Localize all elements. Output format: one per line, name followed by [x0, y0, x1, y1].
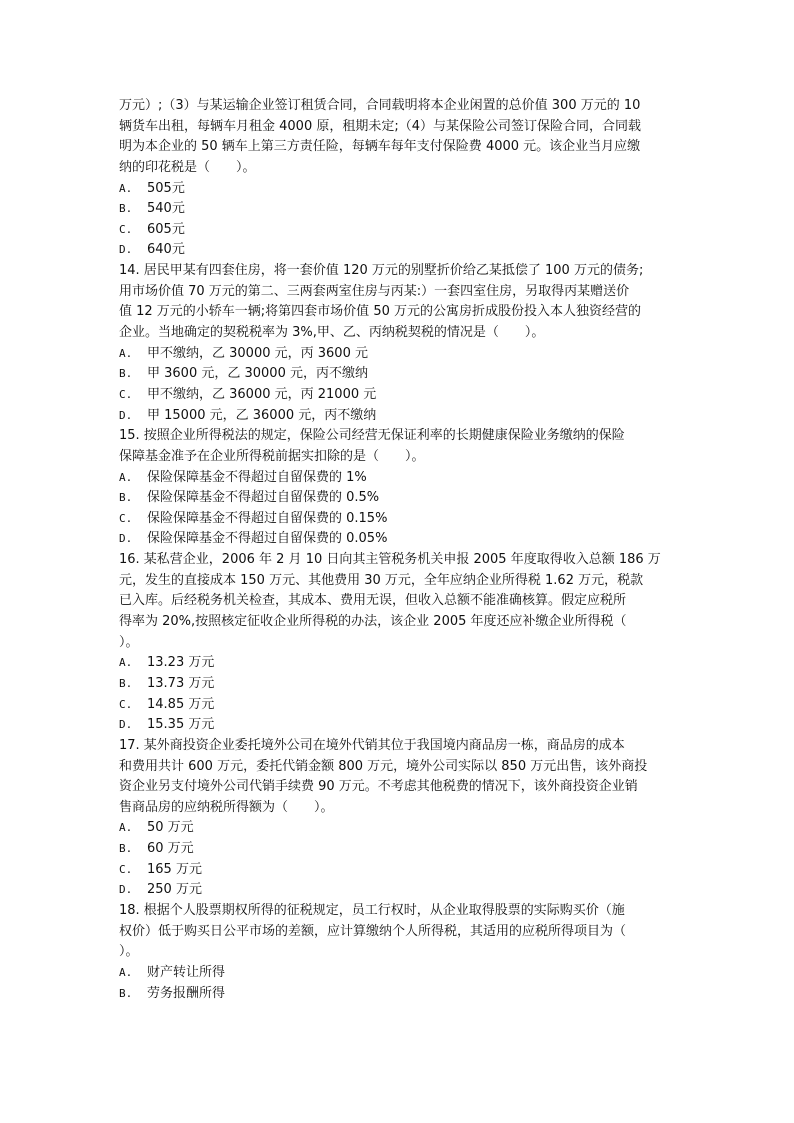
question-text-line: 明为本企业的 50 辆车上第三方责任险，每辆车每年支付保险费 4000 元。该企业当月应缴 [119, 139, 641, 155]
question-text-line: 元，发生的直接成本 150 万元、其他费用 30 万元，全年应纳企业所得税 1.62 万元，税款 [119, 572, 644, 588]
answer-option [119, 715, 679, 736]
answer-option [119, 199, 679, 220]
question-text-line: 售商品房的应纳税所得额为（ ）。 [119, 799, 334, 815]
answer-option [119, 488, 679, 509]
option-text: 保险保障基金不得超过自留保费的 0.5% [147, 490, 380, 506]
option-text: 540元 [147, 201, 185, 217]
answer-option [119, 240, 679, 261]
question-text-line: 值 12 万元的小轿车一辆;将第四套市场价值 50 万元的公寓房折成股份投入本人独资经营的 [119, 304, 641, 320]
answer-option [119, 179, 679, 200]
option-letter: D. [119, 532, 133, 546]
option-letter: C. [119, 222, 133, 236]
question-text-line: 15. 按照企业所得税法的规定，保险公司经营无保证利率的长期健康保险业务缴纳的保险 [119, 428, 625, 444]
question-13 [119, 96, 679, 261]
answer-option [119, 963, 679, 984]
option-letter: A. [119, 821, 133, 835]
answer-option [119, 860, 679, 881]
option-text: 保险保障基金不得超过自留保费的 0.05% [147, 531, 388, 547]
option-text: 605元 [147, 221, 185, 237]
answer-option [119, 468, 679, 489]
question-text-line: 18. 根据个人股票期权所得的征税规定，员工行权时，从企业取得股票的实际购买价（施 [119, 902, 625, 918]
option-letter: C. [119, 387, 133, 401]
answer-option [119, 839, 679, 860]
option-text: 250 万元 [147, 882, 202, 898]
option-text: 保险保障基金不得超过自留保费的 1% [147, 469, 367, 485]
option-letter: D. [119, 718, 133, 732]
option-text: 14.85 万元 [147, 696, 215, 712]
option-text: 保险保障基金不得超过自留保费的 0.15% [147, 510, 388, 526]
question-text-line: 16. 某私营企业，2006 年 2 月 10 日向其主管税务机关申报 2005 年度取得收入总额 186 万 [119, 552, 661, 568]
question-text-line: 资企业另支付境外公司代销手续费 90 万元。不考虑其他税费的情况下，该外商投资企业销 [119, 779, 638, 795]
option-letter: A. [119, 470, 133, 484]
option-letter: D. [119, 408, 133, 422]
answer-option [119, 364, 679, 385]
option-text: 甲不缴纳，乙 30000 元，丙 3600 元 [147, 345, 368, 361]
answer-option [119, 385, 679, 406]
question-text-line: 17. 某外商投资企业委托境外公司在境外代销其位于我国境内商品房一栋，商品房的成本 [119, 737, 625, 753]
option-text: 505元 [147, 180, 185, 196]
answer-option [119, 674, 679, 695]
option-text: 13.73 万元 [147, 675, 215, 691]
option-text: 劳务报酬所得 [147, 985, 226, 1001]
question-text-line: 辆货车出租，每辆车月租金 4000 原，租期未定;（4）与某保险公司签订保险合同，合同载 [119, 118, 642, 134]
option-letter: A. [119, 346, 133, 360]
option-letter: B. [119, 367, 133, 381]
question-15 [119, 426, 679, 550]
question-text-line: 和费用共计 600 万元，委托代销金额 800 万元，境外公司实际以 850 万元出售，该外商投 [119, 758, 648, 774]
answer-option [119, 529, 679, 550]
option-text: 60 万元 [147, 841, 194, 857]
question-17 [119, 736, 679, 901]
question-text-line: 纳的印花税是（ ）。 [119, 159, 256, 175]
question-text-line: 保障基金准予在企业所得税前据实扣除的是（ ）。 [119, 448, 425, 464]
option-letter: C. [119, 697, 133, 711]
question-text-line: ）。 [119, 944, 139, 960]
option-text: 甲 3600 元，乙 30000 元，丙不缴纳 [147, 366, 368, 382]
option-letter: A. [119, 181, 133, 195]
option-text: 640元 [147, 242, 185, 258]
answer-option [119, 344, 679, 365]
option-letter: A. [119, 656, 133, 670]
answer-option [119, 818, 679, 839]
answer-option [119, 509, 679, 530]
question-text-line: 已入库。后经税务机关检查，其成本、费用无误，但收入总额不能准确核算。假定应税所 [119, 593, 627, 609]
question-14 [119, 261, 679, 426]
option-text: 甲 15000 元，乙 36000 元，丙不缴纳 [147, 407, 377, 423]
option-letter: C. [119, 862, 133, 876]
option-letter: C. [119, 511, 133, 525]
option-letter: D. [119, 883, 133, 897]
option-letter: D. [119, 243, 133, 257]
option-letter: B. [119, 842, 133, 856]
question-18 [119, 901, 679, 1004]
option-letter: B. [119, 491, 133, 505]
question-text-line: 权价）低于购买日公平市场的差额，应计算缴纳个人所得税，其适用的应税所得项目为（ [119, 923, 627, 939]
answer-option [119, 695, 679, 716]
answer-option [119, 984, 679, 1005]
option-letter: A. [119, 965, 133, 979]
answer-option [119, 880, 679, 901]
answer-option [119, 220, 679, 241]
option-text: 165 万元 [147, 861, 202, 877]
option-text: 50 万元 [147, 820, 194, 836]
option-text: 13.23 万元 [147, 655, 215, 671]
question-text-line: 用市场价值 70 万元的第二、三两套两室住房与丙某:）一套四室住房，另取得丙某赠送价 [119, 283, 630, 299]
question-text-line: 企业。当地确定的契税税率为 3%,甲、乙、丙纳税契税的情况是（ ）。 [119, 325, 545, 341]
option-letter: B. [119, 676, 133, 690]
answer-option [119, 406, 679, 427]
option-text: 15.35 万元 [147, 717, 215, 733]
question-text-line: 得率为 20%,按照核定征收企业所得税的办法，该企业 2005 年度还应补缴企业所得税（ [119, 614, 627, 630]
question-text-line: ）。 [119, 634, 139, 650]
option-text: 财产转让所得 [147, 964, 226, 980]
option-text: 甲不缴纳，乙 36000 元，丙 21000 元 [147, 386, 377, 402]
answer-option [119, 653, 679, 674]
document-page [119, 96, 679, 1004]
question-text-line: 14. 居民甲某有四套住房，将一套价值 120 万元的别墅折价给乙某抵偿了 100 万元的债务; [119, 263, 644, 279]
question-16 [119, 550, 679, 736]
question-text-line: 万元）;（3）与某运输企业签订租赁合同，合同载明将本企业闲置的总价值 300 万元的 10 [119, 98, 641, 113]
option-letter: B. [119, 202, 133, 216]
option-letter: B. [119, 986, 133, 1000]
